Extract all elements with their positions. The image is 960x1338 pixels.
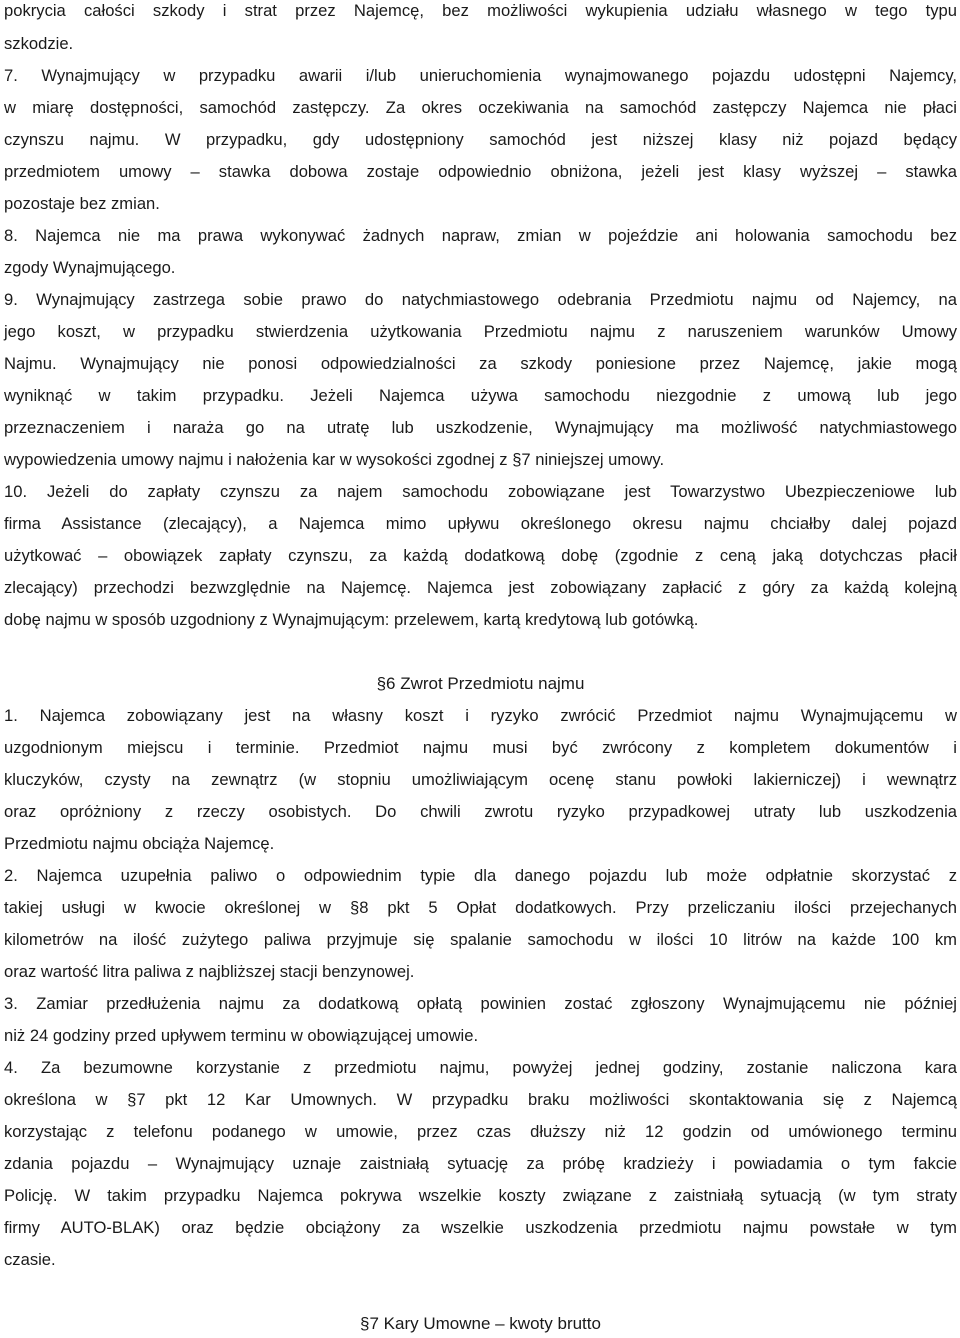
paragraph-line: niż 24 godziny przed upływem terminu w obowiązującej umowie. [4, 1026, 479, 1045]
paragraph-line: oraz opróżniony z rzeczy osobistych. Do chwili zwrotu ryzyko przypadkowej utraty lub uszkodzenia [4, 802, 957, 821]
paragraph-line: czasie. [4, 1250, 56, 1269]
paragraph-line: dobę najmu w sposób uzgodniony z Wynajmującym: przelewem, kartą kredytową lub gotówką. [4, 610, 699, 629]
paragraph-line: kilometrów na ilość zużytego paliwa przyjmuje się spalanie samochodu w ilości 10 litrów na każde 100 km [4, 930, 957, 949]
paragraph-line: uzgodnionym miejscu i terminie. Przedmiot najmu musi być zwrócony z kompletem dokumentów i [4, 738, 957, 757]
paragraph-line: zlecający) przechodzi bezwzględnie na Najemcę. Najemca jest zobowiązany zapłacić z góry za każdą kolejną [4, 578, 957, 597]
paragraph-line: Przedmiotu najmu obciąża Najemcę. [4, 834, 275, 853]
paragraph-line: korzystając z telefonu podanego w umowie, przez czas dłuższy niż 12 godzin od umówionego terminu [4, 1122, 957, 1141]
paragraph-line: jego koszt, w przypadku stwierdzenia użytkowania Przedmiotu najmu z naruszeniem warunków Umowy [4, 322, 957, 341]
paragraph-line: szkodzie. [4, 34, 74, 53]
paragraph-line: pokrycia całości szkody i strat przez Najemcę, bez możliwości wykupienia udziału własnego w tego typu [4, 1, 957, 20]
paragraph-line: użytkować – obowiązek zapłaty czynszu, za każdą dodatkową dobę (zgodnie z ceną jaką dotychczas płacił [4, 546, 957, 565]
paragraph-line: 1. Najemca zobowiązany jest na własny koszt i ryzyko zwrócić Przedmiot najmu Wynajmującemu w [4, 706, 957, 725]
paragraph-line: oraz wartość litra paliwa z najbliższej stacji benzynowej. [4, 962, 415, 981]
paragraph-line: 9. Wynajmujący zastrzega sobie prawo do natychmiastowego odebrania Przedmiotu najmu od Najemcy, na [4, 290, 957, 309]
paragraph-line: pozostaje bez zmian. [4, 194, 160, 213]
paragraph-line: przeznaczeniem i naraża go na utratę lub uszkodzenie, Wynajmujący ma możliwość natychmiastowego [4, 418, 957, 437]
paragraph-line: takiej usługi w kwocie określonej w §8 pkt 5 Opłat dodatkowych. Przy przeliczaniu ilości przejechanych [4, 898, 957, 917]
paragraph-line: wyniknąć w takim przypadku. Jeżeli Najemca używa samochodu niezgodnie z umową lub jego [4, 386, 957, 405]
section-heading: §7 Kary Umowne – kwoty brutto [360, 1314, 601, 1333]
paragraph-line: kluczyków, czysty na zewnątrz (w stopniu umożliwiającym ocenę stanu powłoki lakierniczej) i wewnątrz [4, 770, 957, 789]
paragraph-line: Najmu. Wynajmujący nie ponosi odpowiedzialności za szkody poniesione przez Najemcę, jakie mogą [4, 354, 957, 373]
paragraph-line: 8. Najemca nie ma prawa wykonywać żadnych napraw, zmian w pojeździe ani holowania samochodu bez [4, 226, 957, 245]
paragraph-line: w miarę dostępności, samochód zastępczy. Za okres oczekiwania na samochód zastępczy Najemca nie płaci [4, 98, 957, 117]
paragraph-line: 10. Jeżeli do zapłaty czynszu za najem samochodu zobowiązane jest Towarzystwo Ubezpieczeniowe lub [4, 482, 957, 501]
section-heading: §6 Zwrot Przedmiotu najmu [376, 674, 585, 693]
paragraph-line: firmy AUTO-BLAK) oraz będzie obciążony za wszelkie uszkodzenia przedmiotu najmu powstałe w tym [4, 1218, 957, 1237]
paragraph-line: zdania pojazdu – Wynajmujący uznaje zaistniałą sytuację za próbę kradzieży i powiadamia o tym fakcie [4, 1154, 957, 1173]
paragraph-line: 2. Najemca uzupełnia paliwo o odpowiednim typie dla danego pojazdu lub może odpłatnie skorzystać z [4, 866, 957, 885]
paragraph-line: 7. Wynajmujący w przypadku awarii i/lub unieruchomienia wynajmowanego pojazdu udostępni Najemcy, [4, 66, 957, 85]
paragraph-line: 3. Zamiar przedłużenia najmu za dodatkową opłatą powinien zostać zgłoszony Wynajmującemu nie później [4, 994, 957, 1013]
paragraph-line: 4. Za bezumowne korzystanie z przedmiotu najmu, powyżej jednej godziny, zostanie naliczona kara [4, 1058, 957, 1077]
paragraph-line: firma Assistance (zlecający), a Najemca mimo upływu określonego okresu najmu chciałby dalej pojazd [4, 514, 957, 533]
paragraph-line: zgody Wynajmującego. [4, 258, 176, 277]
paragraph-line: Policję. W takim przypadku Najemca pokrywa wszelkie koszty związane z zaistniałą sytuacją (w tym straty [4, 1186, 957, 1205]
paragraph-line: wypowiedzenia umowy najmu i nałożenia kar w wysokości zgodnej z §7 niniejszej umowy. [4, 450, 665, 469]
paragraph-line: czynszu najmu. W przypadku, gdy udostępniony samochód jest niższej klasy niż pojazd będący [4, 130, 957, 149]
paragraph-line: określona w §7 pkt 12 Kar Umownych. W przypadku braku możliwości skontaktowania się z Najemcą [4, 1090, 957, 1109]
paragraph-line: przedmiotem umowy – stawka dobowa zostaje odpowiednio obniżona, jeżeli jest klasy wyższej – stawka [4, 162, 957, 181]
